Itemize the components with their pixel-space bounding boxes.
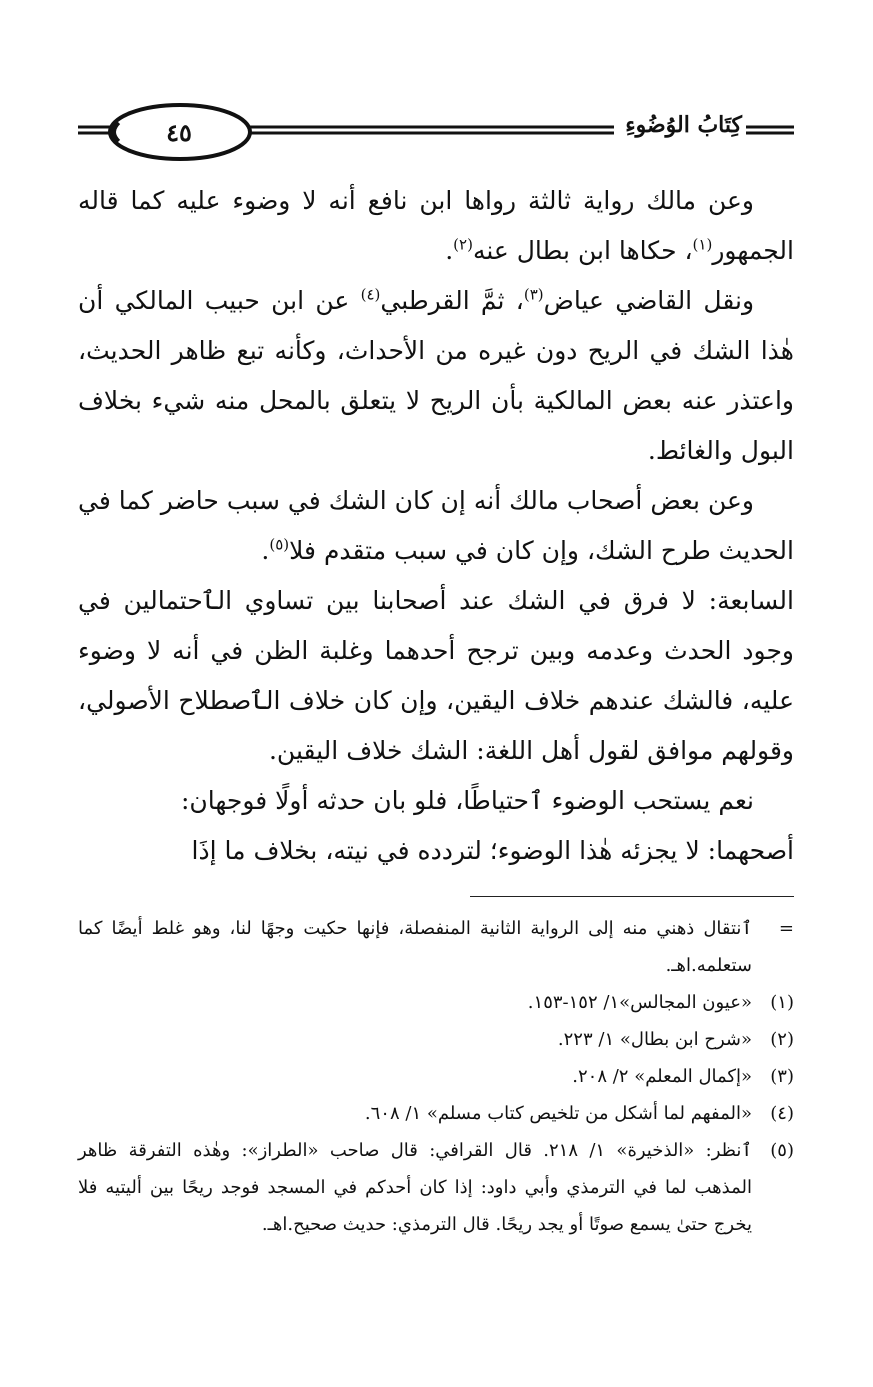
footnote-item	[78, 1095, 794, 1132]
paragraph: وعن بعض أصحاب مالك أنه إن كان الشك في سبب حاضر كما في الحديث طرح الشك، وإن كان في سبب متقدم فلا$^{(٥)}$.	[78, 486, 794, 565]
footnote-text: «المفهم لما أشكل من تلخيص كتاب مسلم» ١/ ٦٠٨.	[364, 1103, 752, 1124]
footnote-mark: (٢)	[770, 1029, 794, 1050]
footnote-ref[interactable]: (٢)	[453, 235, 473, 254]
paragraph: وعن مالك رواية ثالثة رواها ابن نافع أنه لا وضوء عليه كما قاله الجمهور$^{(١)}$، حكاها ابن بطال عنه$^{(٢)}$.	[78, 186, 794, 265]
footnotes	[78, 910, 794, 1243]
footnote-mark: (٥)	[770, 1140, 794, 1161]
footnote-text: «إكمال المعلم» ٢/ ٢٠٨.	[572, 1066, 752, 1087]
footnote-item	[78, 1132, 794, 1243]
paragraph: ونقل القاضي عياض$^{(٣)}$، ثمَّ القرطبي$^{(٤)}$ عن ابن حبيب المالكي أن هٰذا الشك في الريح دون غيره من الأحداث، وكأنه تبع ظاهر الحديث، واعتذر عنه بعض المالكية بأن الريح لا يتعلق بالمحل منه شيء بخلاف البول والغائط.	[78, 285, 794, 465]
footnote-ref[interactable]: (٥)	[269, 535, 290, 554]
footnote-item	[78, 910, 794, 984]
page-header	[78, 100, 794, 164]
footnote-text: ٱنتقال ذهني منه إلى الرواية الثانية المنفصلة، فإنها حكيت وجهًا لنا، وهو غلط أيضًا كما ستعلمه.اهـ.	[78, 918, 752, 976]
footnote-ref[interactable]: (٣)	[523, 285, 544, 304]
footnote-text: «عيون المجالس»١/ ١٥٢-١٥٣.	[527, 992, 752, 1013]
footnote-text: «شرح ابن بطال» ١/ ٢٢٣.	[557, 1029, 752, 1050]
main-text	[78, 176, 794, 876]
footnote-ref[interactable]: (٤)	[360, 285, 381, 304]
footnote-item	[78, 1021, 794, 1058]
footnote-mark: (٤)	[770, 1103, 794, 1124]
footnote-mark: =	[778, 918, 794, 939]
footnote-text: ٱنظر: «الذخيرة» ١/ ٢١٨. قال القرافي: قال صاحب «الطراز»: وهٰذه التفرقة ظاهر المذهب لما في الترمذي وأبي داود: إذا كان أحدكم في المسجد فوجد ريحًا بين أليتيه فلا يخرج حتىٰ يسمع صوتًا أو يجد ريحًا. قال الترمذي: حديث صحيح.اهـ.	[78, 1140, 752, 1235]
footnote-item	[78, 1058, 794, 1095]
footnote-separator	[470, 896, 794, 897]
running-title: كِتَابُ الوُضُوءِ	[625, 112, 742, 138]
paragraph: السابعة: لا فرق في الشك عند أصحابنا بين تساوي الٱحتمالين في وجود الحدث وعدمه وبين ترجح أحدهما وغلبة الظن في أنه لا وضوء عليه، فالشك عندهم خلاف اليقين، وإن كان خلاف الٱصطلاح الأصولي، وقولهم موافق لقول أهل اللغة: الشك خلاف اليقين.	[78, 586, 794, 765]
paragraph: نعم يستحب الوضوء ٱحتياطًا، فلو بان حدثه أولًا فوجهان:	[180, 786, 754, 815]
paragraph: أصحهما: لا يجزئه هٰذا الوضوء؛ لتردده في نيته، بخلاف ما إذَا	[191, 836, 794, 865]
footnote-mark: (١)	[770, 992, 794, 1013]
footnote-item	[78, 984, 794, 1021]
page-number: ٤٥	[166, 117, 192, 147]
footnote-ref[interactable]: (١)	[692, 235, 713, 254]
footnote-mark: (٣)	[770, 1066, 794, 1087]
